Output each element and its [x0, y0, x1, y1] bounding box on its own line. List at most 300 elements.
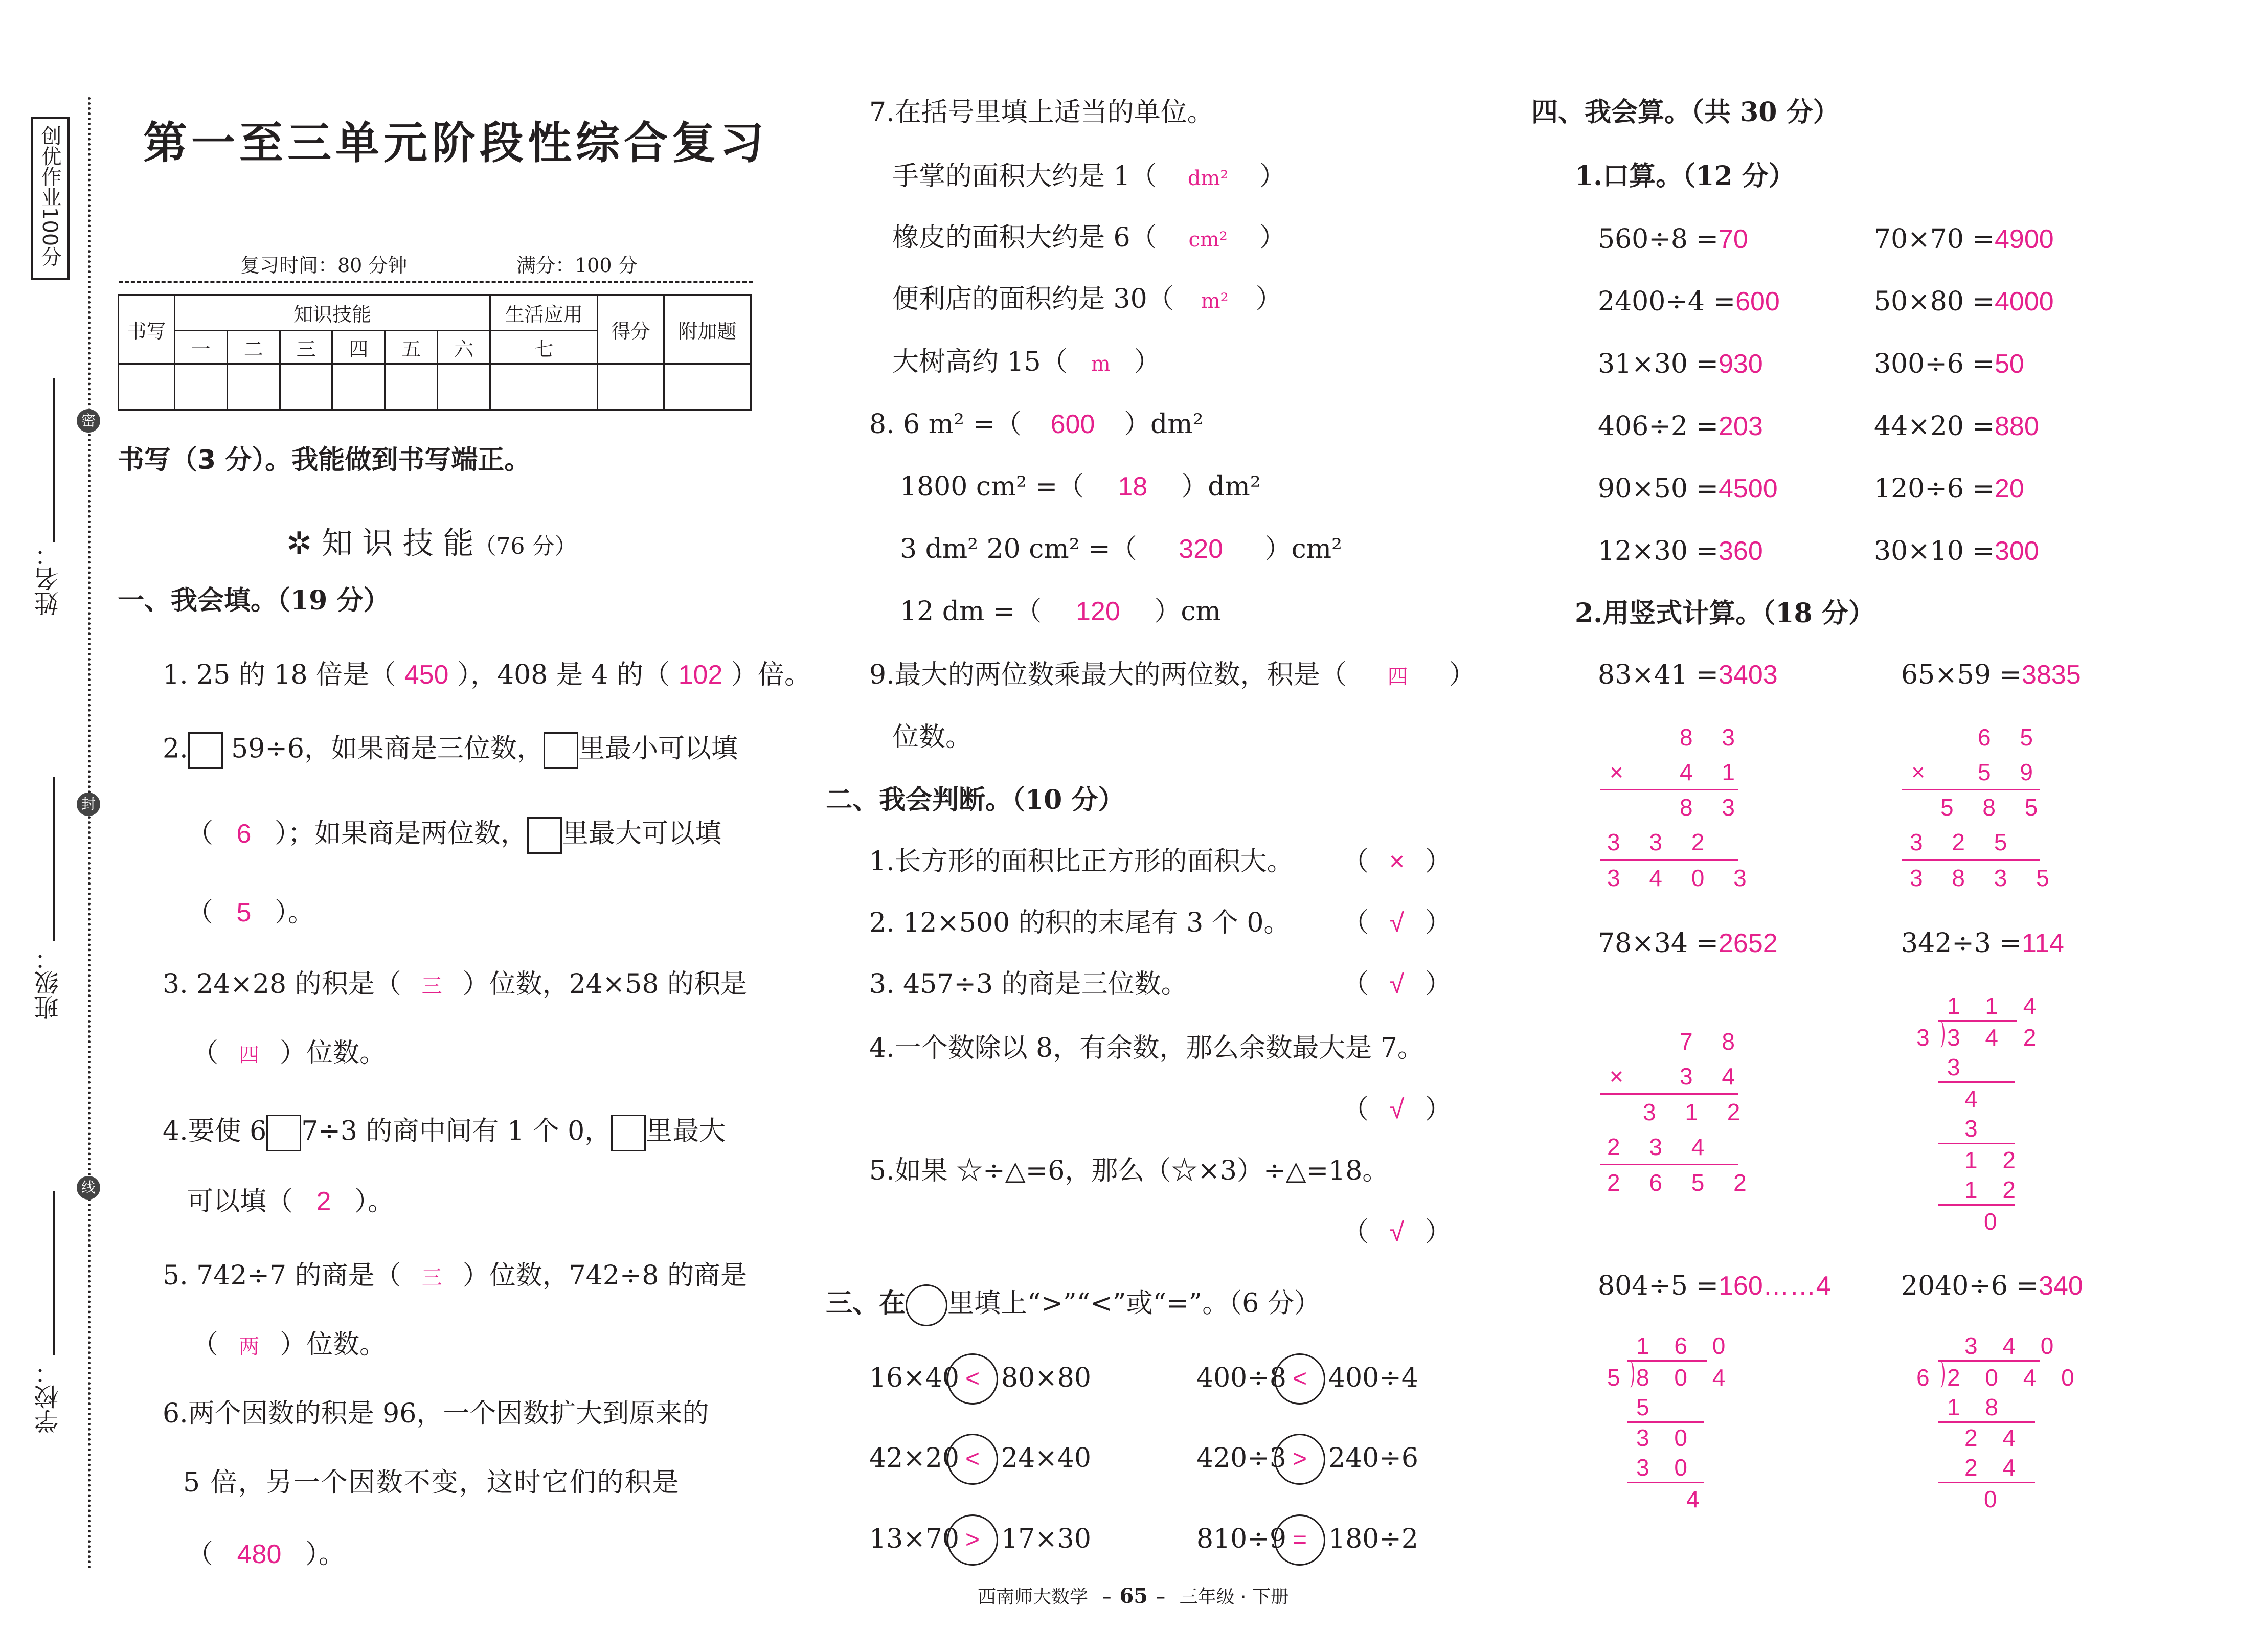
- page-number: 65: [1119, 1584, 1148, 1608]
- class-line: [53, 777, 55, 941]
- calc-row: 5 8 5: [1940, 794, 2049, 821]
- score-cell[interactable]: [438, 364, 490, 410]
- calc-row: 4 1: [1680, 759, 1746, 785]
- calc-row: 3: [1964, 1115, 1978, 1142]
- calc-row: 1 2: [1964, 1176, 2025, 1203]
- circle-icon: [906, 1284, 947, 1326]
- writing-header: 书写: [119, 295, 175, 364]
- answer: 4900: [1995, 224, 2054, 254]
- footer-left: 西南师大数学: [978, 1587, 1089, 1608]
- vertical-question: [1598, 1271, 1831, 1301]
- calc-row: 1 8: [1947, 1394, 2007, 1420]
- answer: 600: [1735, 287, 1780, 316]
- score-cell[interactable]: [175, 364, 228, 410]
- q-text: ）倍。: [731, 660, 811, 690]
- compare-left: 810÷9: [1196, 1524, 1286, 1554]
- calc-line: [1627, 1482, 1704, 1483]
- name-line: [53, 378, 55, 542]
- compare-circle[interactable]: >: [1274, 1434, 1325, 1485]
- calc-row: 4: [1964, 1085, 1978, 1112]
- page-title: 第一至三单元阶段性综合复习: [143, 117, 768, 169]
- answer: 600: [1050, 410, 1095, 439]
- calc-row: 3: [1947, 1054, 1960, 1080]
- q-text: 3. 24×28 的积是（: [163, 969, 401, 1000]
- s1-q7-item: [892, 347, 1161, 379]
- answer: 2: [316, 1187, 331, 1216]
- division-bracket: [1935, 1020, 1945, 1048]
- blank-box[interactable]: [188, 732, 223, 769]
- school-label: 学校：: [34, 1360, 63, 1434]
- compare-left: 400÷8: [1196, 1363, 1286, 1393]
- compare-circle[interactable]: <: [947, 1353, 998, 1405]
- answer: 3835: [2022, 660, 2081, 690]
- oral-item: [1598, 411, 1763, 442]
- oral-item: [1874, 536, 2039, 567]
- seal-circle: 密: [77, 409, 100, 433]
- judge-q: 3. 457÷3 的商是三位数。: [869, 969, 1188, 1000]
- bracket: （: [1342, 969, 1369, 1000]
- score-cell[interactable]: [119, 364, 175, 410]
- q-text: ）: [1259, 222, 1286, 253]
- compare-left: 42×20: [869, 1443, 959, 1474]
- calc-row: 1 6 0: [1636, 1332, 1735, 1359]
- s1-q8: [900, 596, 1221, 627]
- s4-title: 四、我会算。（共 30 分）: [1531, 97, 1840, 128]
- q-text: （: [187, 897, 214, 928]
- calc-row: 8 0 4: [1636, 1364, 1735, 1391]
- compare-circle[interactable]: <: [1274, 1353, 1325, 1405]
- s4-sub2: 2.用竖式计算。（18 分）: [1575, 598, 1875, 629]
- score-table: [118, 294, 752, 411]
- vertical-question: [1598, 660, 1778, 690]
- calc-row: ×: [1610, 759, 1623, 785]
- q-text: 342÷3 =: [1901, 928, 2022, 959]
- division-bracket: [1935, 1360, 1945, 1388]
- answer: 18: [1118, 472, 1148, 502]
- q-text: 2400÷4 =: [1598, 286, 1736, 317]
- oral-item: [1874, 411, 2039, 442]
- calc-row: 8 3: [1680, 794, 1746, 821]
- badge-text: 创优作业100分: [38, 125, 61, 267]
- bracket: ）: [1425, 908, 1452, 938]
- answer: √: [1389, 969, 1405, 999]
- review-time: 复习时间：80 分钟: [240, 254, 408, 277]
- q-text: ）cm²: [1264, 534, 1342, 564]
- s1-q7-item: [892, 161, 1286, 194]
- q-text: ）。: [305, 1539, 346, 1570]
- calc-line: [1600, 789, 1738, 790]
- bracket: ）: [1425, 846, 1452, 877]
- s1-q5-line2: [192, 1329, 386, 1362]
- calc-row: 3: [1916, 1024, 1930, 1051]
- title-divider: [119, 281, 753, 283]
- compare-left: 420÷3: [1196, 1443, 1286, 1474]
- q-text: 12×30 =: [1598, 536, 1719, 567]
- col-header: 七: [490, 331, 598, 364]
- calc-row: 3 3 2: [1607, 829, 1716, 855]
- judge-q: 4.一个数除以 8，有余数，那么余数最大是 7。: [869, 1033, 1424, 1063]
- calc-row: 2 6 5 2: [1607, 1169, 1758, 1196]
- answer: 930: [1719, 349, 1763, 379]
- compare-circle[interactable]: <: [947, 1434, 998, 1485]
- calc-line: [1938, 1204, 2015, 1206]
- dotted-cut-line: [88, 97, 91, 1570]
- score-cell[interactable]: [385, 364, 438, 410]
- judge-bracket[interactable]: [1342, 1217, 1452, 1248]
- judge-bracket[interactable]: [1342, 1094, 1452, 1125]
- calc-line: [1600, 1164, 1738, 1165]
- judge-bracket[interactable]: [1342, 908, 1452, 938]
- s1-q3-line2: [192, 1038, 386, 1071]
- bracket: （: [1342, 1217, 1369, 1248]
- calc-line: [1938, 1081, 2015, 1083]
- oral-item: [1598, 536, 1763, 567]
- answer: 5: [236, 898, 252, 927]
- q-text: 120÷6 =: [1874, 473, 1995, 504]
- oral-item: [1874, 349, 2024, 379]
- calc-row: 5: [1636, 1394, 1649, 1420]
- calc-row: ×: [1610, 1063, 1623, 1090]
- calc-row: 1 1 4: [1947, 992, 2046, 1019]
- calc-line: [1902, 789, 2040, 790]
- judge-q: 1.长方形的面积比正方形的面积大。: [869, 846, 1294, 877]
- col-header: 三: [280, 331, 332, 364]
- calc-row: 3 4: [1680, 1063, 1746, 1090]
- q-text: 7÷3 的商中间有 1 个 0，: [301, 1116, 612, 1147]
- q-text: 4.要使 6: [163, 1116, 267, 1147]
- judge-bracket[interactable]: [1342, 846, 1452, 877]
- bracket: ）: [1425, 1217, 1452, 1248]
- calc-row: 5 9: [1978, 759, 2044, 785]
- q-text: 2040÷6 =: [1901, 1271, 2039, 1301]
- answer: 880: [1995, 412, 2039, 441]
- q-text: 30×10 =: [1874, 536, 1995, 567]
- q-text: 大树高约 15（: [892, 347, 1068, 377]
- calc-line: [1600, 859, 1738, 861]
- calc-row: 7 8: [1680, 1028, 1746, 1055]
- calc-row: 6 5: [1978, 724, 2044, 751]
- answer: cm²: [1188, 228, 1228, 252]
- s1-q1: [163, 660, 811, 690]
- s1-q2-line3: [187, 897, 314, 928]
- calc-line: [1938, 1360, 2040, 1362]
- q-text: 1. 25 的 18 倍是（: [163, 660, 396, 690]
- s1-q3: [163, 969, 747, 1002]
- calc-row: 1 2: [1964, 1147, 2025, 1173]
- q-text: ）cm: [1154, 596, 1221, 627]
- s1-q2-line2: [187, 817, 721, 854]
- calc-row: 3 4 0 3: [1607, 865, 1758, 891]
- calc-line: [1938, 1482, 2035, 1483]
- calc-line: [1627, 1360, 1707, 1362]
- vertical-question: [1901, 928, 2064, 959]
- vertical-question: [1901, 660, 2081, 690]
- calc-row: 8 3: [1680, 724, 1746, 751]
- answer: 20: [1995, 474, 2024, 504]
- q-text: 50×80 =: [1874, 286, 1995, 317]
- s4-sub1: 1.口算。（12 分）: [1575, 161, 1795, 192]
- q-text: ）dm²: [1124, 409, 1204, 440]
- q-text: ）dm²: [1181, 471, 1261, 502]
- answer: 6: [236, 819, 252, 849]
- q-text: 可以填（: [187, 1186, 293, 1217]
- s1-q7-item: [892, 222, 1286, 255]
- score-cell[interactable]: [598, 364, 664, 410]
- oral-item: [1598, 473, 1778, 504]
- judge-bracket[interactable]: [1342, 969, 1452, 1000]
- answer: 203: [1719, 412, 1763, 441]
- compare-left: 16×40: [869, 1363, 959, 1393]
- score-cell[interactable]: [227, 364, 280, 410]
- answer: 340: [2039, 1271, 2083, 1301]
- answer: ×: [1389, 847, 1405, 876]
- s1-q8: [900, 471, 1261, 502]
- answer: m: [1091, 352, 1111, 376]
- answer: 70: [1719, 224, 1748, 254]
- answer: 300: [1995, 536, 2039, 566]
- q-text: 8. 6 m² =（: [869, 409, 1022, 440]
- q-text: ）: [1259, 161, 1286, 192]
- section-points: （76 分）: [473, 533, 577, 559]
- answer: 4000: [1995, 287, 2054, 316]
- calc-row: 3 0: [1636, 1424, 1697, 1451]
- answer: 4500: [1719, 474, 1778, 504]
- calc-row: 3 8 3 5: [1910, 865, 2061, 891]
- s1-q8: [869, 409, 1203, 440]
- q-text: ）位数，742÷8 的商是: [462, 1260, 748, 1291]
- q-text: 78×34 =: [1598, 928, 1719, 959]
- s2-title: 二、我会判断。（10 分）: [826, 784, 1125, 816]
- score-cell[interactable]: [332, 364, 385, 410]
- calc-row: 3 2 5: [1910, 829, 2019, 855]
- col-header: 五: [385, 331, 438, 364]
- blank-box[interactable]: [266, 1115, 301, 1151]
- answer: 三: [421, 1266, 442, 1289]
- answer: 450: [404, 660, 449, 690]
- answer: m²: [1201, 289, 1229, 313]
- compare-right: 180÷2: [1328, 1524, 1418, 1554]
- q-text: 1800 cm² =（: [900, 471, 1084, 502]
- calc-row: 6: [1916, 1364, 1930, 1391]
- oral-item: [1598, 224, 1748, 255]
- bracket: （: [1342, 846, 1369, 877]
- q-text: 90×50 =: [1598, 473, 1719, 504]
- answer: 四: [239, 1044, 260, 1067]
- oral-item: [1598, 349, 1763, 379]
- answer: √: [1389, 1217, 1405, 1247]
- full-score: 满分：100 分: [516, 254, 638, 277]
- s1-q7-title: 7.在括号里填上适当的单位。: [869, 97, 1214, 128]
- answer: 320: [1179, 534, 1224, 564]
- footer-right: 三年级 · 下册: [1179, 1587, 1289, 1608]
- calc-row: 3 4 0: [1964, 1332, 2063, 1359]
- oral-item: [1874, 473, 2024, 504]
- q-text: ）位数。: [280, 1038, 387, 1069]
- section-label: ✲ 知 识 技 能: [286, 526, 474, 561]
- q-text: ）: [1449, 660, 1476, 690]
- calc-row: 4: [1686, 1486, 1700, 1512]
- col-header: 四: [332, 331, 385, 364]
- q-text: 里填上“>”“<”或“=”。（6 分）: [947, 1288, 1321, 1319]
- q-text: 560÷8 =: [1598, 224, 1719, 255]
- q-text: 70×70 =: [1874, 224, 1995, 255]
- answer: dm²: [1187, 167, 1229, 190]
- q-text: ）: [1255, 284, 1282, 314]
- q-text: ）。: [275, 897, 315, 928]
- bracket: （: [1342, 908, 1369, 938]
- answer: 50: [1995, 349, 2024, 379]
- compare-circle[interactable]: =: [1274, 1514, 1325, 1566]
- q-text: 三、在: [826, 1287, 906, 1319]
- division-bracket: [1625, 1360, 1634, 1388]
- judge-q: 5.如果 ☆÷△=6，那么（☆×3）÷△=18。: [869, 1156, 1389, 1186]
- compare-right: 17×30: [1001, 1524, 1091, 1554]
- s1-q8: [900, 534, 1342, 564]
- q-text: ），408 是 4 的（: [457, 660, 670, 690]
- calc-line: [1938, 1020, 2017, 1022]
- s1-title: 一、我会填。（19 分）: [118, 585, 390, 616]
- calc-row: 2 3 4: [1607, 1134, 1716, 1160]
- q-text: 3 dm² 20 cm² =（: [900, 534, 1137, 564]
- q-text: （: [187, 818, 214, 849]
- calc-line: [1627, 1421, 1704, 1423]
- oral-item: [1874, 224, 2054, 255]
- calc-line: [1938, 1421, 2035, 1423]
- q-text: （: [192, 1329, 219, 1360]
- blank-box[interactable]: [544, 732, 578, 769]
- q-text: ）；如果商是两位数，: [275, 818, 528, 849]
- calc-row: 0: [1984, 1208, 1997, 1235]
- compare-right: 24×40: [1001, 1443, 1091, 1474]
- q-text: （: [192, 1038, 219, 1069]
- q-text: 65×59 =: [1901, 660, 2022, 690]
- q-text: （: [187, 1539, 214, 1570]
- s1-q7-item: [892, 284, 1282, 316]
- answer: 114: [2022, 929, 2064, 958]
- calc-line: [1902, 859, 2040, 861]
- extra-header: 附加题: [664, 295, 751, 364]
- s1-q4-line2: [187, 1186, 394, 1217]
- compare-right: 240÷6: [1328, 1443, 1418, 1474]
- s1-q4: [163, 1115, 726, 1151]
- q-text: 9.最大的两位数乘最大的两位数，积是（: [869, 660, 1347, 690]
- q-text: 便利店的面积约是 30（: [892, 284, 1174, 314]
- q-text: 12 dm =（: [900, 596, 1042, 627]
- oral-item: [1598, 286, 1780, 317]
- seal-circle: 线: [77, 1176, 100, 1200]
- answer: 四: [1387, 666, 1408, 688]
- compare-circle[interactable]: >: [947, 1514, 998, 1566]
- score-cell[interactable]: [490, 364, 598, 410]
- s1-q6-line2: 5 倍，另一个因数不变，这时它们的积是: [183, 1467, 680, 1498]
- col-header: 二: [227, 331, 280, 364]
- score-cell[interactable]: [280, 364, 332, 410]
- s3-title: [826, 1284, 1321, 1326]
- answer: 两: [239, 1336, 260, 1358]
- calc-row: 5: [1607, 1364, 1620, 1391]
- compare-left: 13×70: [869, 1524, 959, 1554]
- school-line: [53, 1191, 55, 1355]
- knowledge-header: 知识技能: [175, 295, 490, 331]
- application-header: 生活应用: [490, 295, 598, 331]
- score-header: 得分: [598, 295, 664, 364]
- bracket: ）: [1425, 1094, 1452, 1125]
- calc-row: 0: [1984, 1486, 1997, 1512]
- judge-q: 2. 12×500 的积的末尾有 3 个 0。: [869, 908, 1291, 938]
- class-label: 班级：: [34, 946, 63, 1020]
- footer: 西南师大数学 – 65 – 三年级 · 下册: [978, 1584, 1289, 1608]
- q-text: 44×20 =: [1874, 411, 1995, 442]
- vertical-question: [1598, 928, 1778, 959]
- s1-q6: 6.两个因数的积是 96，一个因数扩大到原来的: [163, 1398, 709, 1429]
- calc-line: [1938, 1143, 2015, 1144]
- compare-right: 80×80: [1001, 1363, 1091, 1393]
- calc-row: 3 1 2: [1643, 1099, 1752, 1125]
- blank-box[interactable]: [527, 817, 562, 854]
- s1-q9: [869, 660, 1476, 692]
- bracket: ）: [1425, 969, 1452, 1000]
- q-text: 59÷6，如果商是三位数，: [231, 733, 544, 764]
- q-text: ）位数，24×58 的积是: [462, 969, 748, 1000]
- answer: 102: [678, 660, 723, 690]
- q-text: 300÷6 =: [1874, 349, 1995, 379]
- q-text: ）位数。: [280, 1329, 387, 1360]
- answer: 2652: [1719, 929, 1778, 958]
- calc-row: 2 4: [1964, 1424, 2025, 1451]
- q-text: 橡皮的面积大约是 6（: [892, 222, 1157, 253]
- answer: 480: [237, 1540, 282, 1569]
- answer: 360: [1719, 536, 1763, 566]
- q-text: 83×41 =: [1598, 660, 1719, 690]
- compare-right: 400÷4: [1328, 1363, 1418, 1393]
- writing-line: 书写（3 分）。我能做到书写端正。: [118, 445, 531, 476]
- col-header: 六: [438, 331, 490, 364]
- calc-row: 3 0: [1636, 1454, 1697, 1481]
- q-text: 31×30 =: [1598, 349, 1719, 379]
- vertical-question: [1901, 1271, 2083, 1301]
- calc-row: 2 4: [1964, 1454, 2025, 1481]
- answer: 160……4: [1719, 1271, 1831, 1301]
- col-header: 一: [175, 331, 228, 364]
- blank-box[interactable]: [611, 1115, 646, 1151]
- q-text: 手掌的面积大约是 1（: [892, 161, 1157, 192]
- calc-line: [1600, 1093, 1738, 1095]
- answer: √: [1389, 908, 1405, 938]
- section-title: [286, 519, 577, 563]
- q-text: 里最大可以填: [562, 818, 722, 849]
- answer: 120: [1076, 597, 1120, 626]
- q-text: 406÷2 =: [1598, 411, 1719, 442]
- name-label: 姓名：: [34, 542, 63, 616]
- seal-circle: 封: [77, 793, 100, 816]
- q-text: ）: [1134, 347, 1161, 377]
- s1-q2: [163, 732, 738, 769]
- q-text: 804÷5 =: [1598, 1271, 1719, 1301]
- answer: 3403: [1719, 660, 1778, 690]
- s1-q5: [163, 1260, 747, 1293]
- calc-row: ×: [1911, 759, 1925, 785]
- calc-row: 2 0 4 0: [1947, 1364, 2084, 1391]
- q-text: ）。: [354, 1186, 395, 1217]
- calc-row: 3 4 2: [1947, 1024, 2046, 1051]
- score-cell[interactable]: [664, 364, 751, 410]
- s1-q6-line3: [187, 1539, 345, 1570]
- q-text: 里最大: [646, 1116, 726, 1147]
- q-text: 5. 742÷7 的商是（: [163, 1260, 401, 1291]
- answer: 三: [421, 975, 442, 998]
- q-text: 2.: [163, 733, 188, 764]
- s1-q9-line2: 位数。: [892, 722, 973, 753]
